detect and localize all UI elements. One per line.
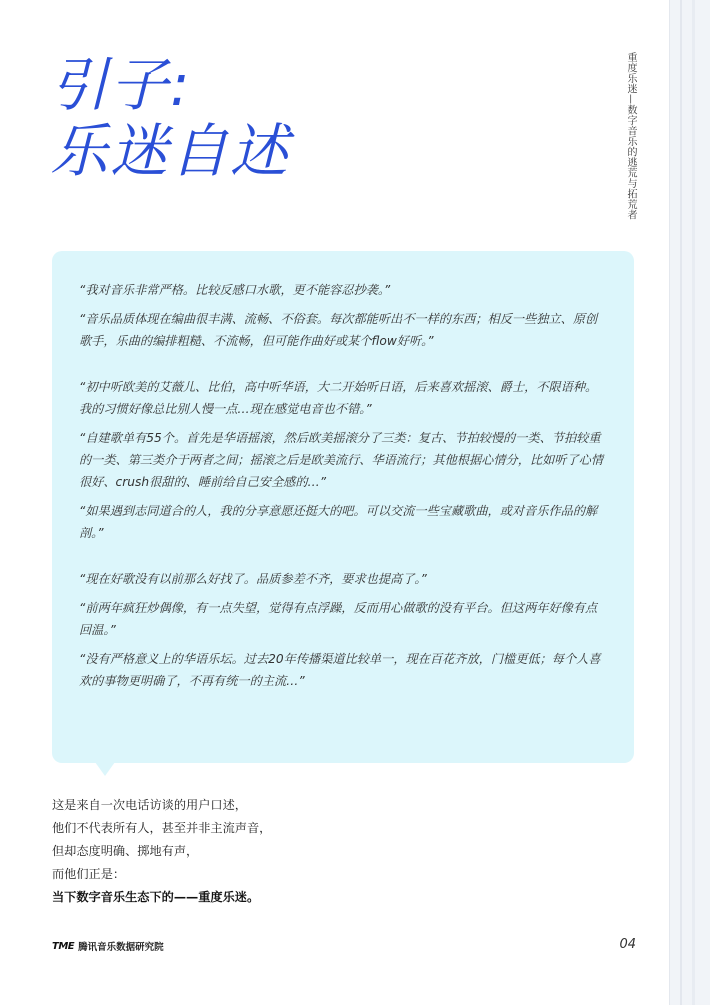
quote-3: “初中听欧美的艾薇儿、比伯，高中听华语，大二开始听日语，后来喜欢摇滚、爵士，不限语种。我的习惯好像总比别人慢一点…现在感觉电音也不错。”	[79, 380, 598, 416]
page-title-line-2: 乐迷自述	[50, 117, 291, 185]
quote-1: “我对音乐非常严格。比较反感口水歌，更不能容忍抄袭。”	[79, 283, 391, 297]
intro-line-1: 这是来自一次电话访谈的用户口述，	[52, 798, 247, 812]
intro-line-2: 他们不代表所有人，甚至并非主流声音，	[52, 821, 272, 835]
quote-2: “音乐品质体现在编曲很丰满、流畅、不俗套。每次都能听出不一样的东西；相反一些独立、原创歌手，乐曲的编排粗糙、不流畅，但可能作曲好或某个flow好听。”	[79, 312, 598, 348]
page-number: 04	[619, 937, 636, 952]
intro-line-5-emphasis: 当下数字音乐生态下的——重度乐迷。	[52, 890, 260, 904]
quote-box	[52, 251, 634, 763]
side-running-title: 重度乐迷—数字音乐的逃荒与拓荒者	[625, 52, 636, 220]
logo-text: 腾讯音乐数据研究院	[78, 942, 164, 953]
intro-paragraph	[52, 794, 612, 909]
intro-line-4: 而他们正是：	[52, 867, 126, 881]
quote-5: “如果遇到志同道合的人，我的分享意愿还挺大的吧。可以交流一些宝藏歌曲，或对音乐作品的解剖。”	[79, 504, 598, 540]
page-title-line-1: 引子:	[50, 51, 192, 119]
page-edge-line	[680, 0, 682, 1005]
quote-8: “没有严格意义上的华语乐坛。过去20年传播渠道比较单一，现在百花齐放，门槛更低；每个人喜欢的事物更明确了，不再有统一的主流…”	[79, 652, 601, 688]
quote-6: “现在好歌没有以前那么好找了。品质参差不齐，要求也提高了。”	[79, 572, 427, 586]
quote-7: “前两年疯狂炒偶像，有一点失望，觉得有点浮躁，反而用心做歌的没有平台。但这两年好像有点回温。”	[79, 601, 598, 637]
page-edge-line	[692, 0, 695, 1005]
quote-box-tail	[95, 762, 115, 776]
quote-4: “自建歌单有55个。首先是华语摇滚，然后欧美摇滚分了三类：复古、节拍较慢的一类、节拍较重的一类、第三类介于两者之间；摇滚之后是欧美流行、华语流行；其他根据心情分，比如听了心情很好、crush很甜的、睡前给自己安全感的…”	[79, 431, 604, 489]
tme-logo-mark: TME	[52, 940, 75, 952]
intro-line-3: 但却态度明确、掷地有声，	[52, 844, 199, 858]
page-edge	[669, 0, 710, 1005]
footer-logo	[52, 939, 164, 953]
page-title	[50, 52, 290, 184]
